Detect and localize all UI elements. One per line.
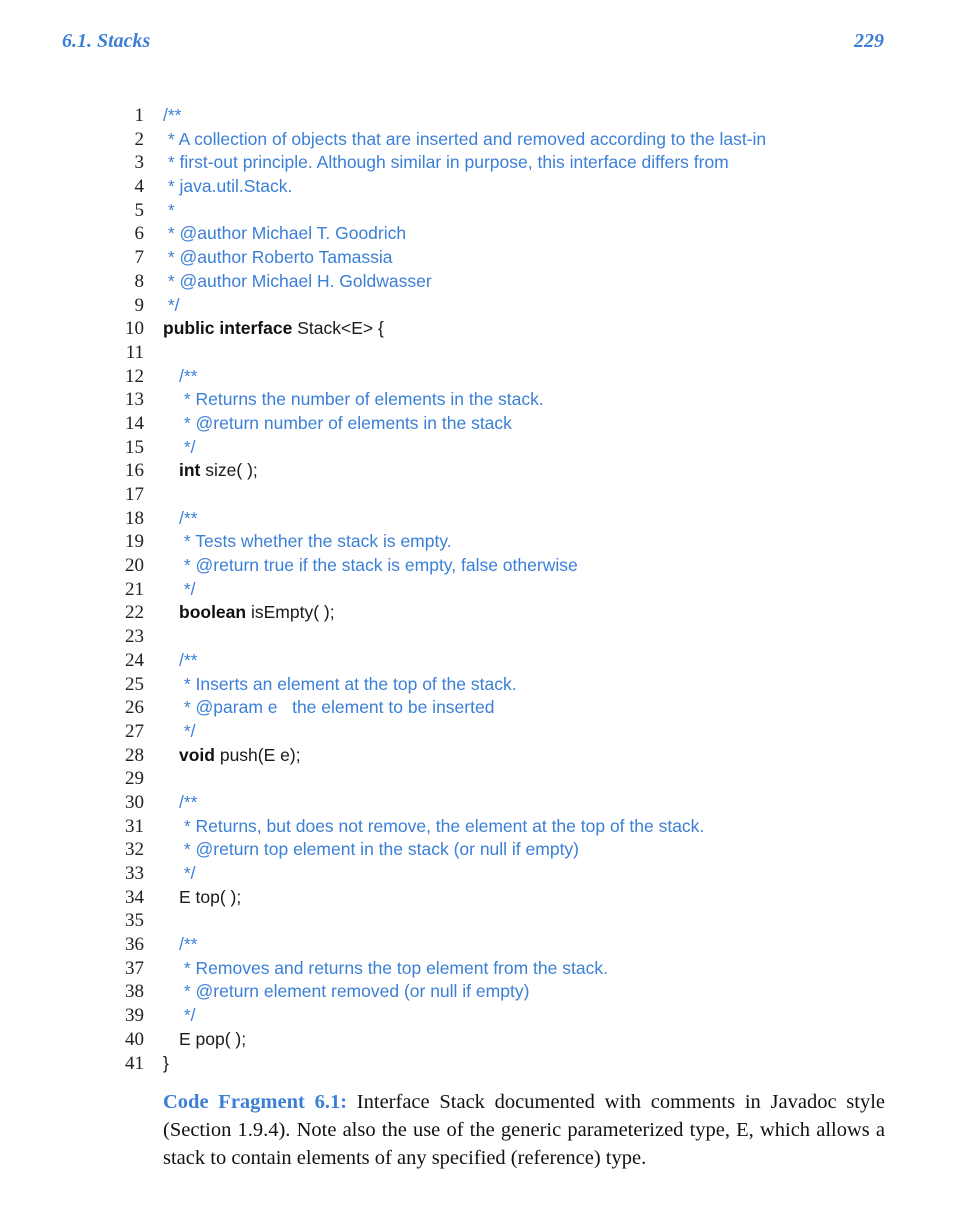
- code-statement: [163, 317, 384, 341]
- code-line: [100, 886, 900, 910]
- code-comment: [179, 696, 494, 720]
- line-number: 22: [125, 602, 144, 624]
- code-text: E top( );: [179, 886, 242, 907]
- code-line: [100, 104, 900, 128]
- code-line: [100, 412, 900, 436]
- running-head: [62, 30, 884, 58]
- code-comment: [163, 175, 292, 199]
- code-listing: [100, 104, 900, 1075]
- code-comment: [179, 673, 517, 697]
- code-line: [100, 815, 900, 839]
- line-number: 6: [134, 223, 144, 245]
- code-text: * @param e the element to be inserted: [179, 697, 495, 718]
- code-comment: [179, 815, 704, 839]
- line-number: 31: [125, 815, 144, 837]
- code-keyword: void: [179, 744, 215, 765]
- code-line: [100, 625, 900, 649]
- code-text: * Returns, but does not remove, the element at the top of the stack.: [179, 815, 705, 836]
- code-line: [100, 128, 900, 152]
- code-comment: [179, 1004, 196, 1028]
- line-number: 27: [125, 720, 144, 742]
- code-statement: [179, 744, 301, 768]
- code-line: [100, 270, 900, 294]
- code-statement: [179, 886, 241, 910]
- code-comment: [179, 554, 578, 578]
- code-text: * A collection of objects that are inserted and removed according to the last-in: [163, 128, 767, 149]
- line-number: 9: [134, 294, 144, 316]
- code-text: */: [179, 720, 196, 741]
- code-line: [100, 720, 900, 744]
- code-text: * @author Michael H. Goldwasser: [163, 270, 432, 291]
- code-text: /**: [163, 105, 182, 125]
- line-number: 34: [125, 886, 144, 908]
- code-text: size( );: [200, 460, 258, 481]
- line-number: 23: [125, 626, 144, 648]
- code-text: /**: [179, 934, 198, 955]
- code-text: */: [179, 1005, 196, 1026]
- code-comment: [163, 270, 432, 294]
- code-comment: [163, 222, 406, 246]
- code-text: * Removes and returns the top element from the stack.: [179, 957, 608, 978]
- code-line: [100, 151, 900, 175]
- code-line: [100, 388, 900, 412]
- code-text: isEmpty( );: [246, 602, 335, 623]
- code-comment: [179, 838, 579, 862]
- code-text: */: [179, 863, 196, 883]
- code-comment: [179, 980, 529, 1004]
- code-line: [100, 365, 900, 389]
- code-line: [100, 767, 900, 791]
- line-number: 37: [125, 957, 144, 979]
- code-comment: [179, 507, 197, 531]
- code-caption: [163, 1088, 885, 1172]
- code-text: *: [163, 199, 175, 220]
- line-number: 14: [125, 412, 144, 434]
- code-text: push(E e);: [214, 744, 301, 765]
- code-text: * @return true if the stack is empty, false otherwise: [179, 555, 578, 576]
- code-line: [100, 222, 900, 246]
- code-comment: [163, 294, 180, 318]
- code-text: E pop( );: [179, 1028, 247, 1049]
- code-text: * @author Michael T. Goodrich: [163, 223, 407, 244]
- code-line: [100, 744, 900, 768]
- code-text: Stack<E> {: [292, 318, 384, 339]
- code-line: [100, 436, 900, 460]
- line-number: 35: [125, 910, 144, 932]
- line-number: 11: [125, 341, 144, 363]
- line-number: 33: [125, 863, 144, 884]
- line-number: 28: [125, 744, 144, 766]
- code-line: [100, 199, 900, 223]
- line-number: 18: [125, 507, 144, 529]
- caption-text: Interface Stack documented with comments in Javadoc style (Section 1.9.4). Note also the use of the generic parameterized type, E, which allows a stack to contain elements of any specified (reference) type.: [163, 1091, 886, 1169]
- line-number: 40: [125, 1028, 144, 1050]
- code-text: * first-out principle. Although similar in purpose, this interface differs from: [163, 152, 729, 173]
- code-line: [100, 175, 900, 199]
- line-number: 32: [125, 839, 144, 861]
- code-comment: [179, 412, 512, 436]
- code-comment: [179, 720, 196, 744]
- code-comment: [179, 365, 197, 389]
- code-line: [100, 317, 900, 341]
- code-text: * @author Roberto Tamassia: [163, 247, 393, 268]
- code-statement: [179, 1028, 246, 1052]
- code-text: */: [179, 436, 196, 457]
- code-text: * @return element removed (or null if empty): [179, 981, 530, 1002]
- line-number: 3: [134, 152, 144, 174]
- code-comment: [163, 128, 766, 152]
- line-number: 38: [125, 981, 144, 1003]
- code-line: [100, 673, 900, 697]
- code-keyword: public interface: [163, 318, 293, 339]
- line-number: 36: [125, 934, 144, 956]
- line-number: 13: [125, 389, 144, 411]
- code-text: * java.util.Stack.: [163, 176, 293, 197]
- page-number: 229: [854, 30, 884, 52]
- code-text: * Tests whether the stack is empty.: [179, 531, 452, 552]
- line-number: 16: [125, 460, 144, 482]
- code-text: }: [163, 1052, 169, 1073]
- code-line: [100, 483, 900, 507]
- code-text: /**: [179, 507, 198, 528]
- code-comment: [179, 957, 608, 981]
- code-text: * Inserts an element at the top of the stack.: [179, 673, 517, 694]
- code-keyword: int: [179, 460, 201, 481]
- code-line: [100, 1052, 900, 1076]
- line-number: 39: [125, 1005, 144, 1027]
- line-number: 1: [134, 105, 144, 126]
- code-line: [100, 1004, 900, 1028]
- code-line: [100, 649, 900, 673]
- code-line: [100, 341, 900, 365]
- line-number: 20: [125, 555, 144, 577]
- code-comment: [179, 933, 197, 957]
- code-line: [100, 791, 900, 815]
- code-line: [100, 909, 900, 933]
- code-line: [100, 507, 900, 531]
- code-line: [100, 530, 900, 554]
- code-line: [100, 933, 900, 957]
- line-number: 19: [125, 531, 144, 553]
- line-number: 10: [125, 318, 144, 340]
- code-comment: [163, 199, 175, 223]
- code-line: [100, 246, 900, 270]
- code-keyword: boolean: [179, 602, 247, 623]
- code-statement: [179, 459, 258, 483]
- line-number: 15: [125, 436, 144, 458]
- code-text: /**: [179, 649, 198, 670]
- code-line: [100, 459, 900, 483]
- code-comment: [163, 104, 181, 128]
- line-number: 5: [134, 199, 144, 221]
- code-line: [100, 601, 900, 625]
- code-comment: [163, 246, 393, 270]
- line-number: 17: [125, 484, 144, 505]
- code-comment: [179, 862, 196, 886]
- line-number: 25: [125, 673, 144, 695]
- code-comment: [179, 436, 196, 460]
- code-text: */: [179, 578, 196, 599]
- line-number: 7: [134, 247, 144, 269]
- code-comment: [163, 151, 729, 175]
- code-text: * @return number of elements in the stack: [179, 412, 512, 433]
- section-title: 6.1. Stacks: [62, 30, 151, 52]
- code-comment: [179, 388, 544, 412]
- line-number: 24: [125, 649, 144, 671]
- line-number: 30: [125, 791, 144, 813]
- code-line: [100, 980, 900, 1004]
- code-comment: [179, 578, 196, 602]
- code-line: [100, 838, 900, 862]
- line-number: 12: [125, 365, 144, 387]
- code-statement: [179, 601, 335, 625]
- code-line: [100, 578, 900, 602]
- caption-label: Code Fragment 6.1:: [163, 1091, 348, 1113]
- code-line: [100, 862, 900, 886]
- code-text: /**: [179, 791, 198, 812]
- code-text: * @return top element in the stack (or null if empty): [179, 839, 580, 860]
- line-number: 41: [125, 1052, 144, 1074]
- code-line: [100, 554, 900, 578]
- line-number: 26: [125, 697, 144, 719]
- code-text: * Returns the number of elements in the stack.: [179, 389, 544, 410]
- code-comment: [179, 530, 452, 554]
- line-number: 2: [134, 128, 144, 150]
- line-number: 4: [134, 176, 144, 198]
- line-number: 29: [125, 768, 144, 790]
- code-statement: [163, 1052, 169, 1076]
- code-text: */: [163, 294, 180, 315]
- code-text: /**: [179, 365, 198, 386]
- code-comment: [179, 649, 197, 673]
- code-line: [100, 294, 900, 318]
- line-number: 8: [134, 270, 144, 292]
- code-comment: [179, 791, 197, 815]
- code-line: [100, 957, 900, 981]
- code-line: [100, 1028, 900, 1052]
- line-number: 21: [125, 578, 144, 600]
- code-line: [100, 696, 900, 720]
